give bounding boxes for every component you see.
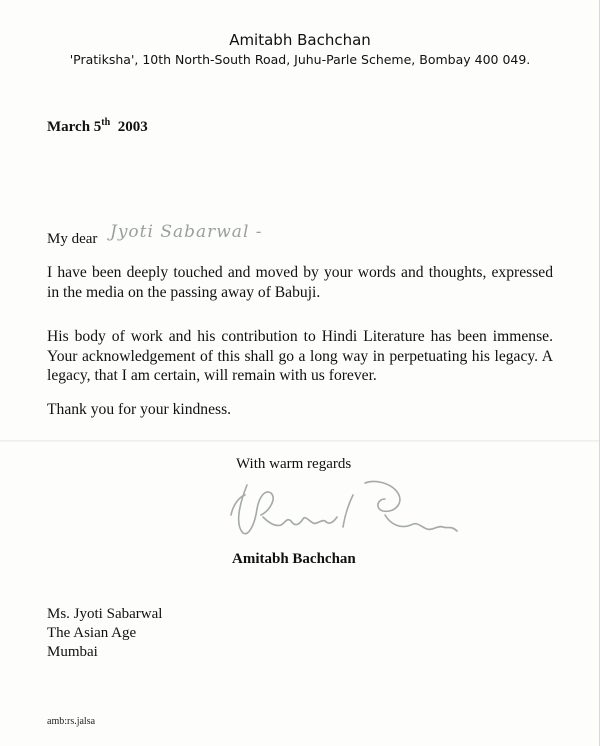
- salutation-prefix: My dear: [47, 231, 98, 247]
- body-paragraph-1: I have been deeply touched and moved by your words and thoughts, expressed in the media on the passing away of Babuji.: [47, 264, 553, 301]
- paper-fold-line: [0, 440, 600, 442]
- date-ordinal-suffix: th: [101, 117, 111, 128]
- recipient-address-block: [47, 605, 162, 662]
- signature-text: Amitabh Bachchan: [225, 475, 233, 476]
- body-paragraph-3: Thank you for your kindness.: [47, 401, 232, 418]
- letterhead-address: 'Pratiksha', 10th North-South Road, Juhu-Parle Scheme, Bombay 400 049.: [69, 52, 531, 67]
- closing-text: With warm regards: [236, 456, 352, 472]
- handwritten-signature: [225, 475, 475, 555]
- recipient-line-1: Ms. Jyoti Sabarwal: [47, 606, 163, 622]
- date-year: 2003: [117, 119, 148, 135]
- reference-code: amb:rs.jalsa: [47, 716, 96, 727]
- body-paragraph-2: His body of work and his contribution to Hindi Literature has been immense. Your acknowledgement of this shall go a long way in perpetuating his legacy. A legacy, that I am certain, will remain with us forever.: [47, 328, 553, 384]
- letterhead-name: Amitabh Bachchan: [229, 31, 371, 49]
- date-month-day: March 5: [47, 119, 102, 135]
- signatory-name: Amitabh Bachchan: [232, 551, 356, 567]
- recipient-line-2: The Asian Age: [47, 625, 137, 641]
- handwritten-recipient-name: Jyoti Sabarwal -: [110, 222, 263, 242]
- letter-date: [47, 119, 148, 136]
- recipient-line-3: Mumbai: [47, 644, 98, 660]
